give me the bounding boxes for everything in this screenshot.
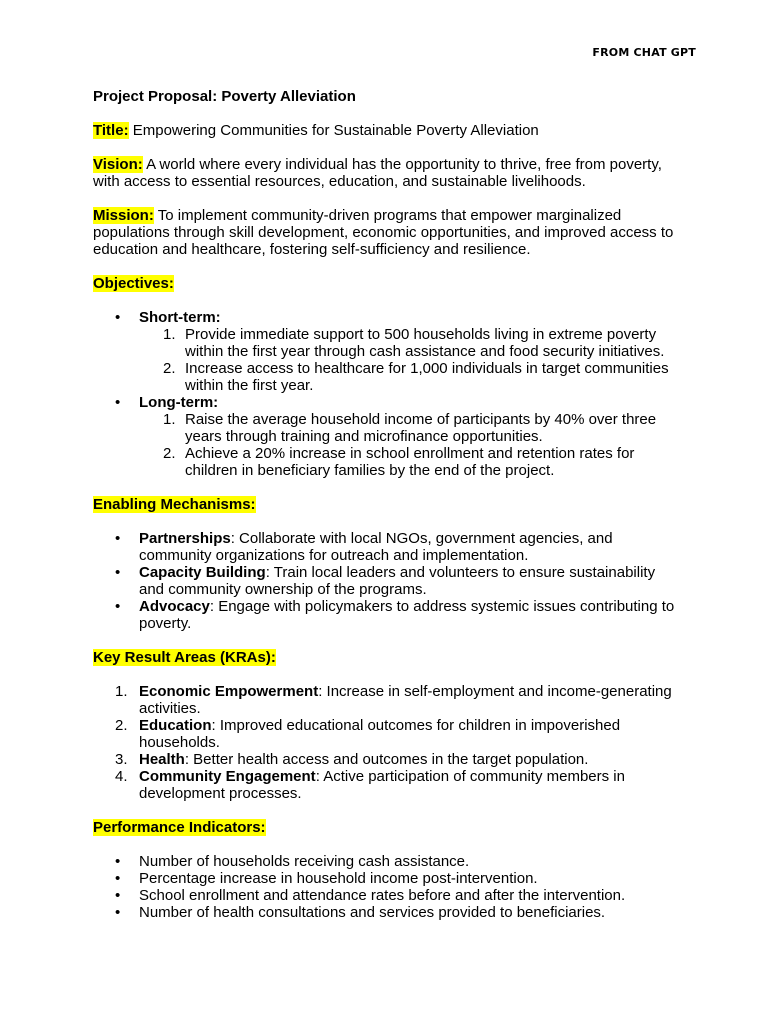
- item-text: Achieve a 20% increase in school enrollment and retention rates for children in beneficiary families by the end of the project.: [185, 445, 635, 479]
- item-number: 1.: [115, 683, 128, 700]
- mechanisms-heading-label: Enabling Mechanisms:: [93, 496, 256, 513]
- item-term: Health: [139, 751, 185, 768]
- document-body: [93, 88, 683, 921]
- item-number: 2.: [163, 445, 176, 462]
- indicators-heading-label: Performance Indicators:: [93, 819, 266, 836]
- list-item: [93, 411, 683, 445]
- item-term: Capacity Building: [139, 564, 266, 581]
- indicators-heading: [93, 819, 683, 836]
- vision-label: Vision:: [93, 156, 143, 173]
- objectives-heading-label: Objectives:: [93, 275, 174, 292]
- objectives-list-2: [93, 394, 683, 411]
- item-number: 2.: [163, 360, 176, 377]
- indicators-list: [93, 853, 683, 921]
- item-text: : Increase in self-employment and income-generating activities.: [139, 683, 672, 717]
- list-item: • Number of households receiving cash assistance.: [93, 853, 683, 870]
- list-item: [93, 717, 683, 751]
- item-term: Economic Empowerment: [139, 683, 319, 700]
- list-item: [93, 326, 683, 360]
- objective-group-label: Long-term:: [139, 394, 219, 411]
- mission-label: Mission:: [93, 207, 154, 224]
- list-item: • School enrollment and attendance rates before and after the intervention.: [93, 887, 683, 904]
- item-text: Provide immediate support to 500 households living in extreme poverty within the first year through cash assistance and food security initiatives.: [185, 326, 665, 360]
- item-text: : Train local leaders and volunteers to ensure sustainability and community ownership of the programs.: [139, 564, 656, 598]
- vision-paragraph: [93, 156, 683, 190]
- item-text: Increase access to healthcare for 1,000 individuals in target communities within the first year.: [185, 360, 669, 394]
- objective-group-label: Short-term:: [139, 309, 221, 326]
- objectives-heading: [93, 275, 683, 292]
- kras-list: [93, 683, 683, 802]
- objectives-list: [93, 309, 683, 326]
- list-item: [93, 683, 683, 717]
- document-title: Project Proposal: Poverty Alleviation: [93, 88, 356, 105]
- title-label: Title:: [93, 122, 129, 139]
- item-number: 1.: [163, 411, 176, 428]
- list-item: • Percentage increase in household income post-intervention.: [93, 870, 683, 887]
- item-number: 1.: [163, 326, 176, 343]
- item-text: : Improved educational outcomes for children in impoverished households.: [139, 717, 621, 751]
- mechanisms-heading: [93, 496, 683, 513]
- list-item: [93, 768, 683, 802]
- item-term: Partnerships: [139, 530, 231, 547]
- list-item: [93, 360, 683, 394]
- list-item: [93, 530, 683, 564]
- mission-text: To implement community-driven programs that empower marginalized populations through skill development, economic opportunities, and improved access to education and healthcare, fostering self-sufficiency and resilience.: [93, 207, 674, 258]
- item-text: : Collaborate with local NGOs, government agencies, and community organizations for outreach and implementation.: [139, 530, 613, 564]
- kras-heading-label: Key Result Areas (KRAs):: [93, 649, 276, 666]
- item-text: : Better health access and outcomes in the target population.: [184, 751, 589, 768]
- list-item: [93, 309, 683, 326]
- kras-heading: [93, 649, 683, 666]
- list-item: [93, 564, 683, 598]
- title-text: Empowering Communities for Sustainable Poverty Alleviation: [132, 122, 539, 139]
- header-note: FROM CHAT GPT: [592, 46, 696, 59]
- short-term-list: [93, 326, 683, 394]
- title-paragraph: [93, 122, 683, 139]
- item-term: Community Engagement: [139, 768, 316, 785]
- list-item: [93, 598, 683, 632]
- long-term-list: [93, 411, 683, 479]
- mechanisms-list: [93, 530, 683, 632]
- mission-paragraph: [93, 207, 683, 258]
- item-number: 2.: [115, 717, 128, 734]
- item-text: : Active participation of community members in development processes.: [139, 768, 625, 802]
- list-item: [93, 445, 683, 479]
- vision-text: A world where every individual has the opportunity to thrive, free from poverty, with access to essential resources, education, and sustainable livelihoods.: [93, 156, 662, 190]
- list-item: • Number of health consultations and services provided to beneficiaries.: [93, 904, 683, 921]
- item-term: Advocacy: [139, 598, 210, 615]
- list-item: [93, 751, 683, 768]
- item-text: Raise the average household income of participants by 40% over three years through training and microfinance opportunities.: [185, 411, 657, 445]
- item-number: 4.: [115, 768, 128, 785]
- item-term: Education: [139, 717, 212, 734]
- item-number: 3.: [115, 751, 128, 768]
- list-item: [93, 394, 683, 411]
- item-text: : Engage with policymakers to address systemic issues contributing to poverty.: [139, 598, 675, 632]
